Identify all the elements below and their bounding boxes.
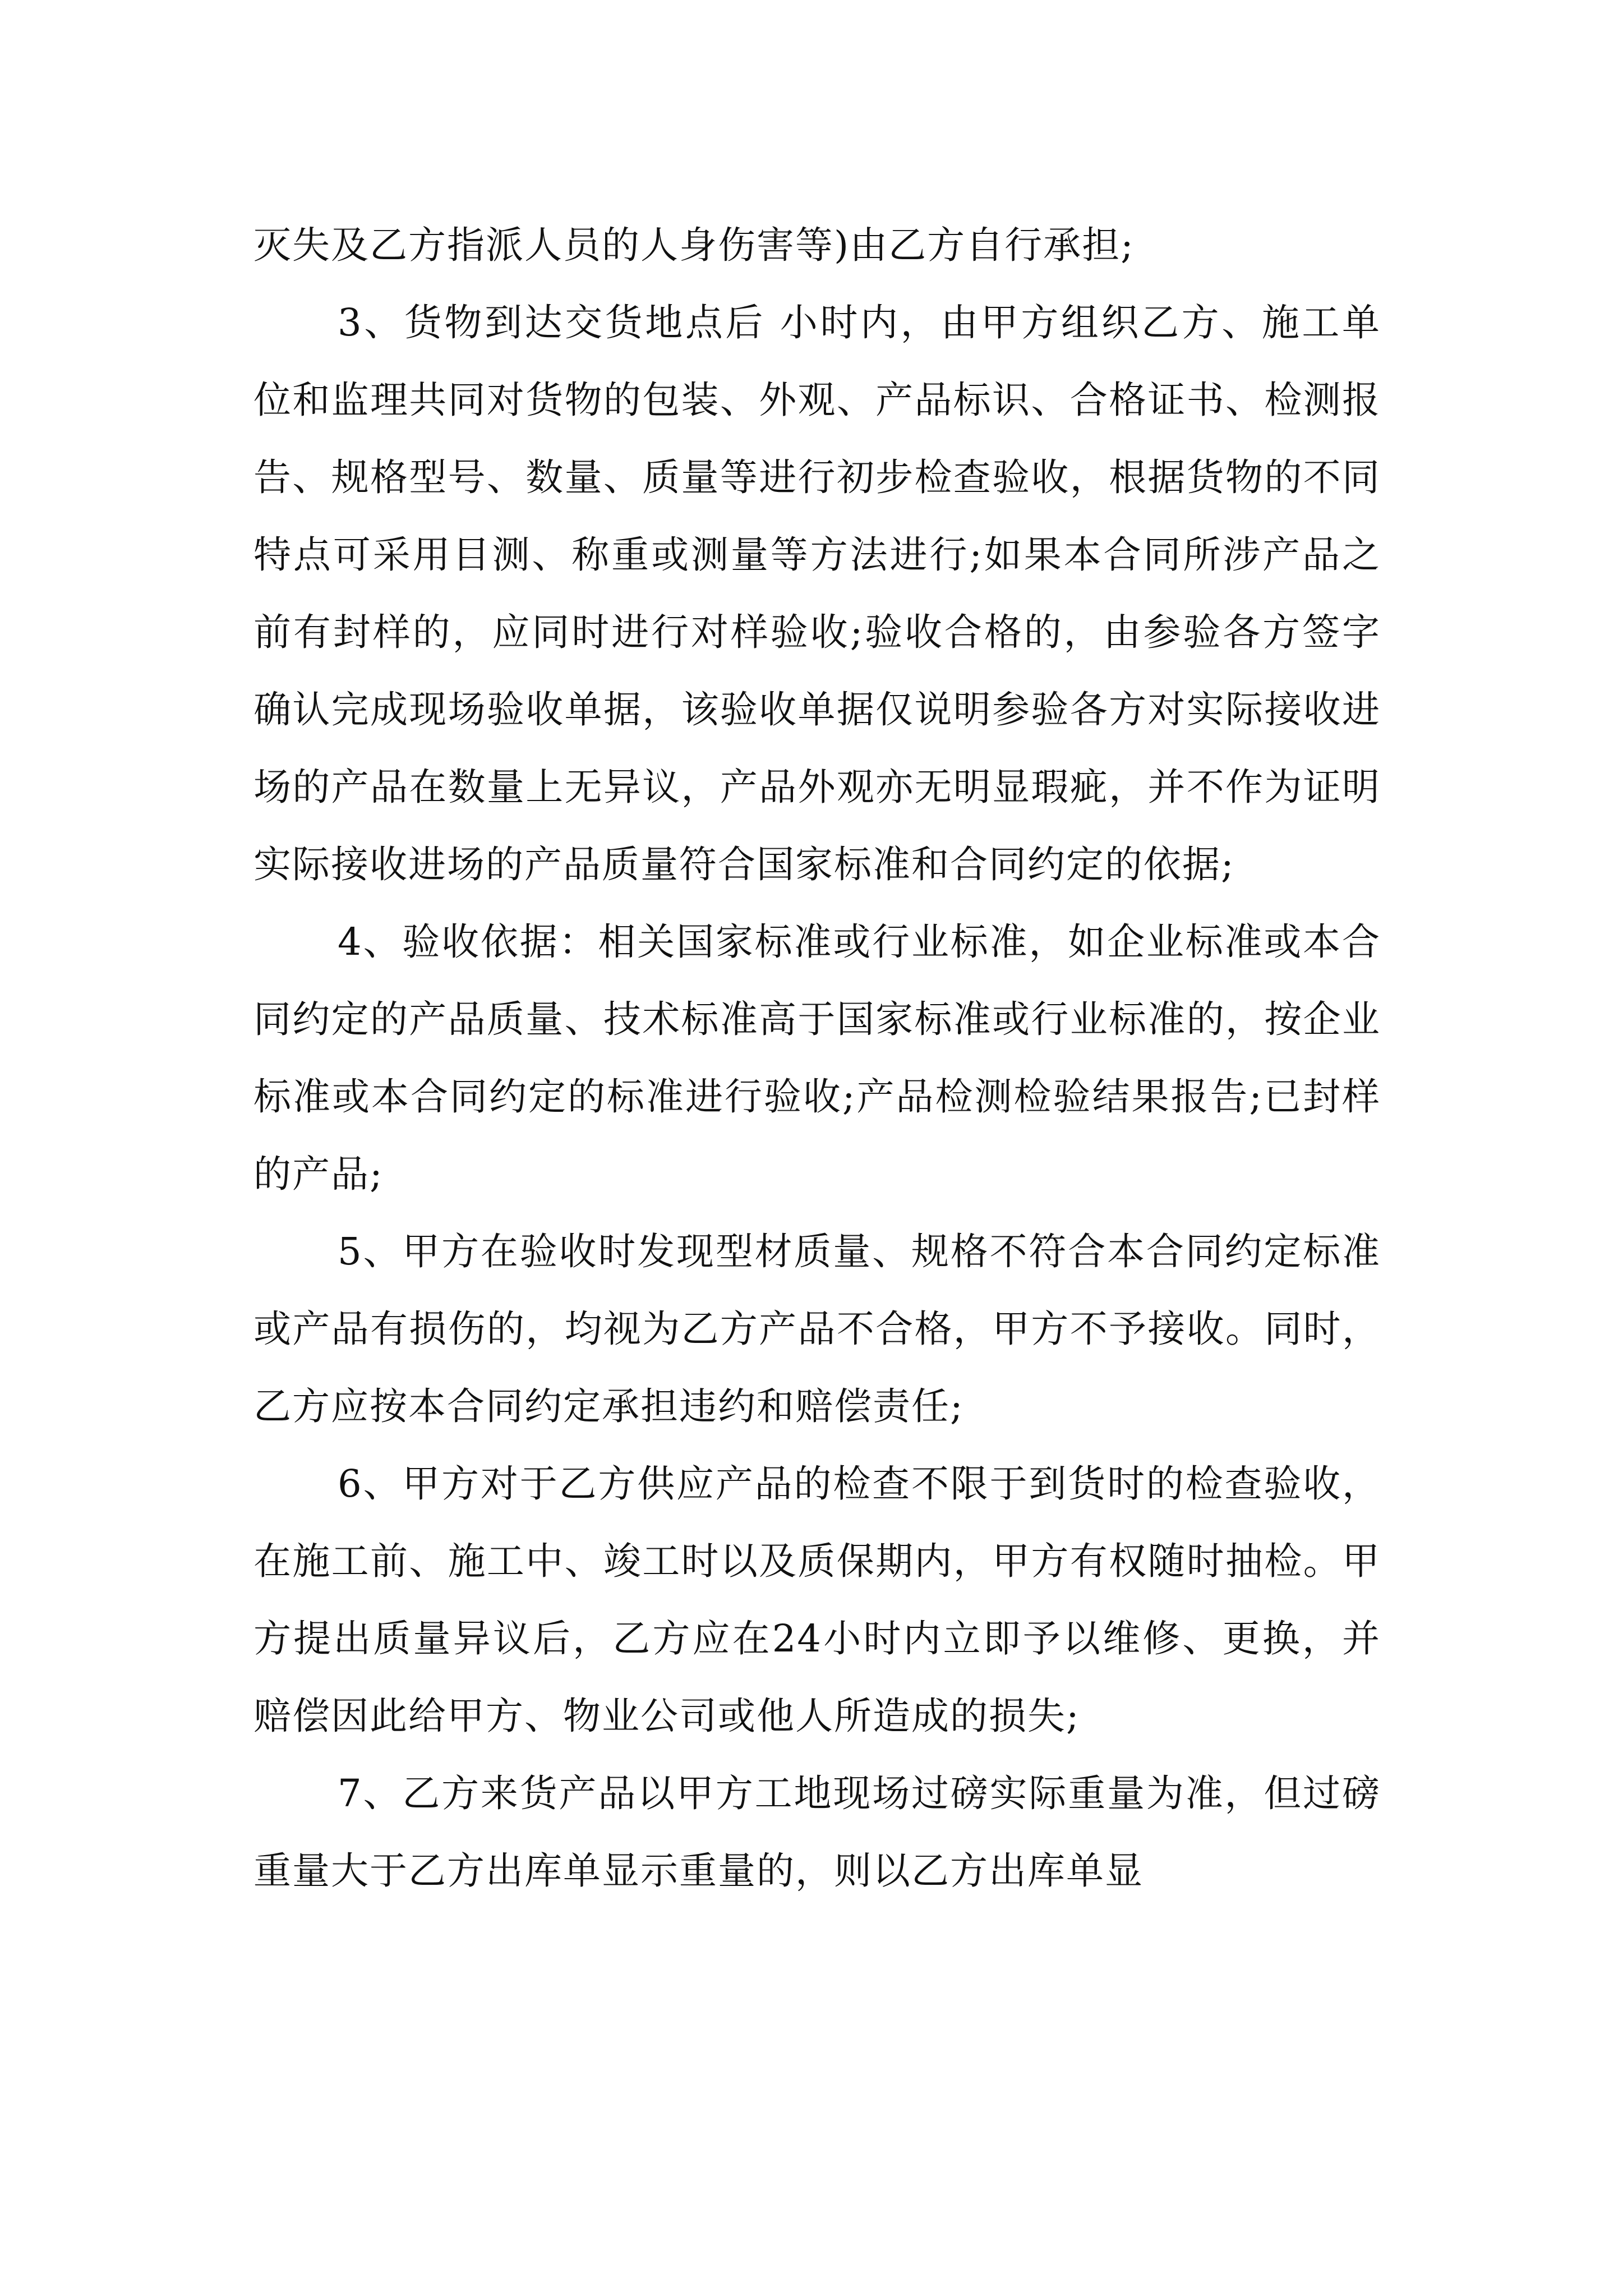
paragraph-clause-5: 5、甲方在验收时发现型材质量、规格不符合本合同约定标准或产品有损伤的，均视为乙方产品不合格，甲方不予接收。同时，乙方应按本合同约定承担违约和赔偿责任; [253, 1230, 1381, 1428]
paragraph-clause-3: 3、货物到达交货地点后 小时内，由甲方组织乙方、施工单位和监理共同对货物的包装、外观、产品标识、合格证书、检测报告、规格型号、数量、质量等进行初步检查验收，根据货物的不同特点可采用目测、称重或测量等方法进行;如果本合同所涉产品之前有封样的，应同时进行对样验收;验收合格的，由参验各方签字确认完成现场验收单据，该验收单据仅说明参验各方对实际接收进场的产品在数量上无异议，产品外观亦无明显瑕疵，并不作为证明实际接收进场的产品质量符合国家标准和合同约定的依据; [253, 301, 1381, 886]
document-body [253, 206, 1381, 1910]
paragraph-clause-7: 7、乙方来货产品以甲方工地现场过磅实际重量为准，但过磅重量大于乙方出库单显示重量的，则以乙方出库单显 [253, 1772, 1381, 1893]
paragraph-continuation: 灭失及乙方指派人员的人身伤害等)由乙方自行承担; [253, 223, 1135, 267]
paragraph-clause-4: 4、验收依据：相关国家标准或行业标准，如企业标准或本合同约定的产品质量、技术标准高于国家标准或行业标准的，按企业标准或本合同约定的标准进行验收;产品检测检验结果报告;已封样的产品; [253, 920, 1381, 1196]
paragraph-clause-6: 6、甲方对于乙方供应产品的检查不限于到货时的检查验收，在施工前、施工中、竣工时以及质保期内，甲方有权随时抽检。甲方提出质量异议后，乙方应在24小时内立即予以维修、更换，并赔偿因此给甲方、物业公司或他人所造成的损失; [253, 1462, 1381, 1738]
